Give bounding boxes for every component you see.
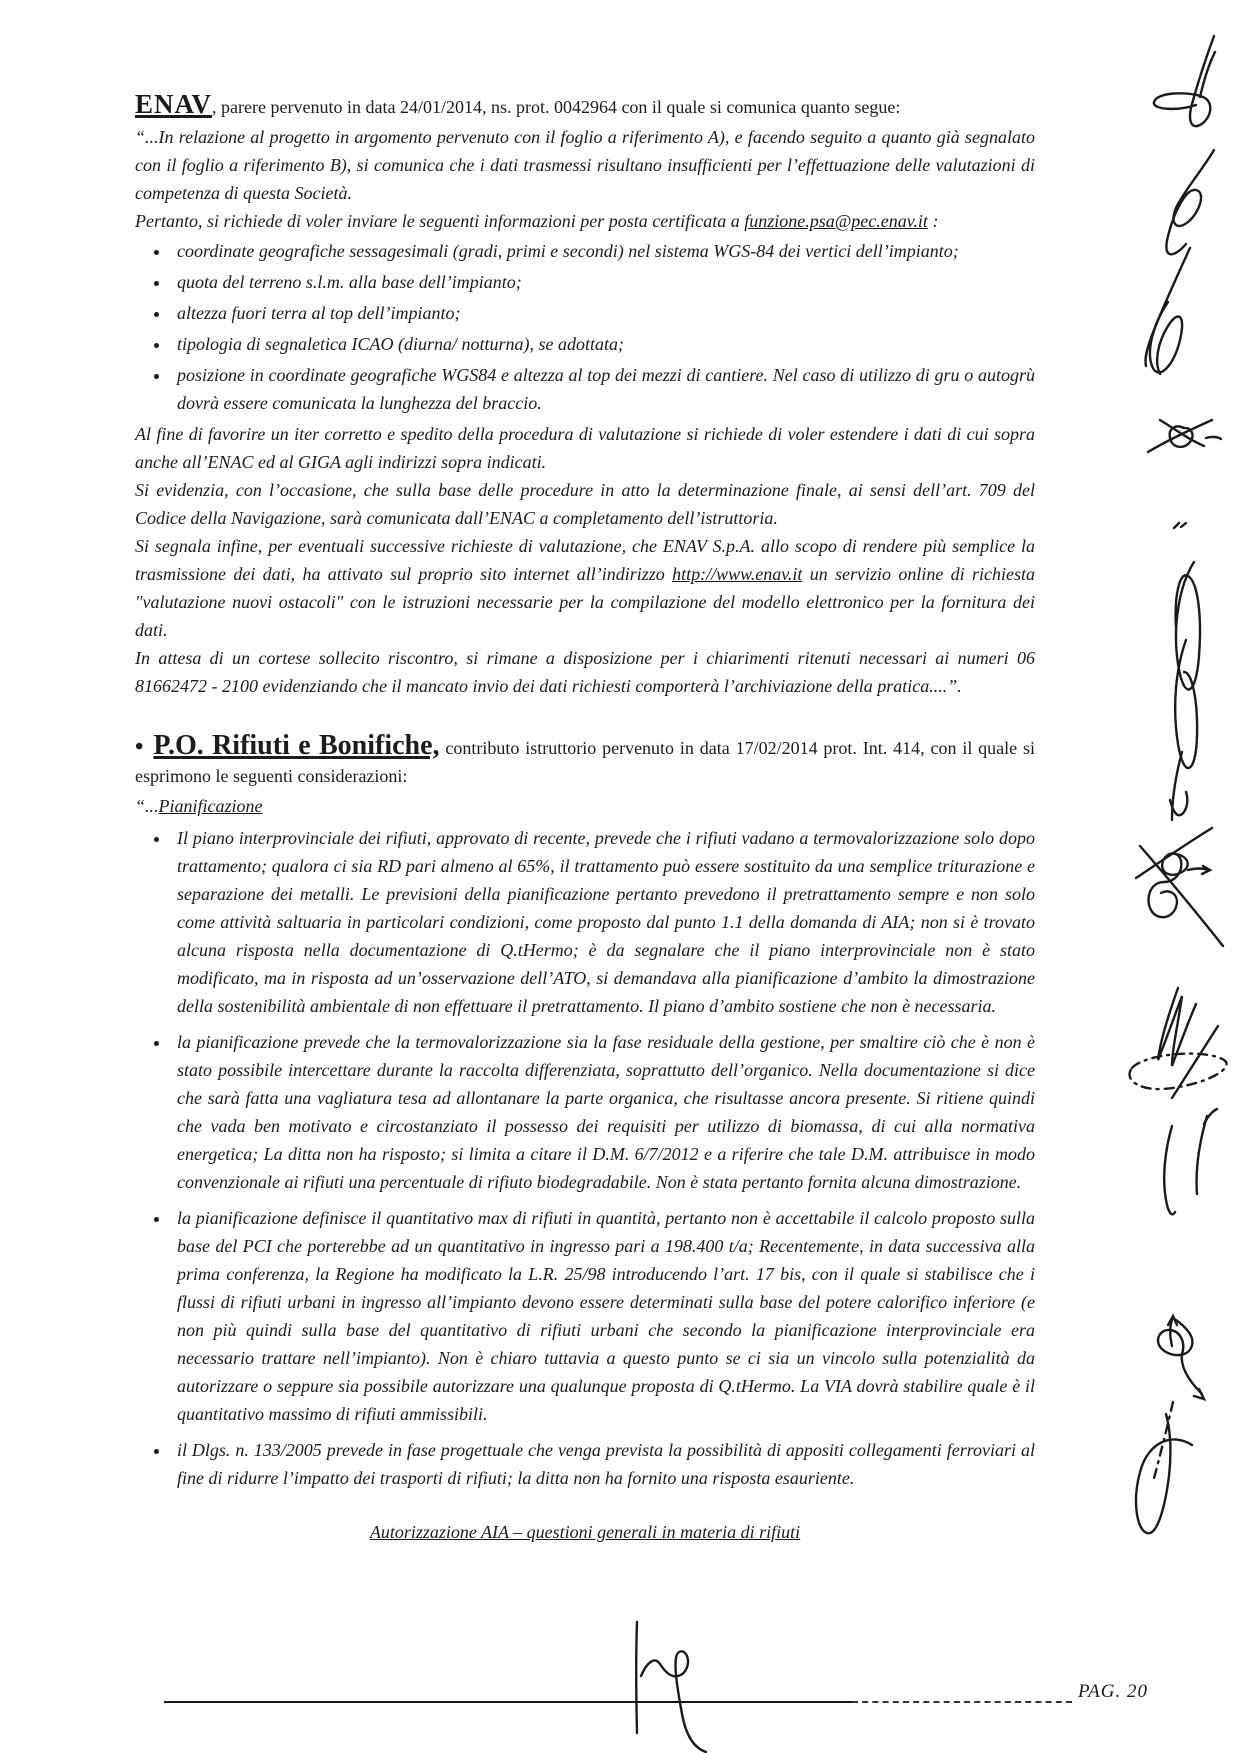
pertanto-text: Pertanto, si richiede di voler inviare le seguenti informazioni per posta certificata a [135, 211, 745, 231]
segnala-text-rest: un servizio online di richiesta "valutazione nuovi ostacoli" con le istruzioni necessarie per la compilazione del modello elettronico per la fornitura dei dati. [135, 564, 1035, 640]
po-section-title: P.O. Rifiuti e Bonifiche, [153, 730, 440, 761]
po-considerations-list [149, 824, 1035, 1492]
enav-attesa-paragraph: In attesa di un cortese sollecito riscontro, si rimane a disposizione per i chiarimenti ritenuti necessari ai numeri 06 81662472 - 2100 evidenziando che il mancato invio dei dati richiesti comporterà l’archiviazione della pratica....”. [135, 648, 1035, 696]
margin-tick-mark [1174, 523, 1186, 528]
segnala-text: Si segnala infine, per eventuali successive richieste di valutazione, che ENAV S.p.A. allo scopo di rendere più semplice la trasmissione dei dati, ha attivato sul proprio sito internet all’indirizzo [135, 536, 1035, 584]
list-item: • posizione in coordinate geografiche WGS84 e altezza al top dei mezzi di cantiere. Nel caso di utilizzo di gru o autogrù dovrà essere comunicata la lunghezza del braccio. [171, 361, 1035, 417]
list-item: • altezza fuori terra al top dell’impianto; [171, 299, 1035, 327]
list-item: • quota del terreno s.l.m. alla base dell’impianto; [171, 268, 1035, 296]
margin-scribble-x-loop [1148, 420, 1221, 452]
pianificazione-heading [135, 792, 1035, 820]
margin-scribble-zigzag-oval [1130, 988, 1227, 1098]
enav-section-intro [135, 90, 1035, 121]
enav-alfine-paragraph: Al fine di favorire un iter corretto e spedito della procedura di valutazione si richiede di voler estendere i dati di cui sopra anche all’ENAC ed al GIGA agli indirizzi sopra indicati. [135, 424, 1035, 472]
list-item: • il Dlgs. n. 133/2005 prevede in fase progettuale che venga prevista la possibilità di appositi collegamenti ferroviari al fine di ridurre l’impatto dei trasporti di rifiuti; la ditta non ha fornito una risposta esauriente. [171, 1436, 1035, 1492]
margin-scribble-eight-cross [1136, 828, 1223, 946]
po-section-intro [135, 732, 1035, 790]
list-item: • Il piano interprovinciale dei rifiuti, approvato di recente, prevede che i rifiuti vadano a termovalorizzazione solo dopo trattamento; qualora ci sia RD pari almeno al 65%, il trattamento può essere sostituito da una semplice triturazione e separazione dei metalli. Le previsioni della pianificazione pertanto prevedono il pretrattamento sempre e non solo come attività saltuaria in particolari condizioni, come proposto dal punto 1.1 della domanda di AIA; non si è trovato alcuna risposta nella documentazione di Q.tHermo; è da segnalare che il piano interprovinciale non è stato modificato, ma in risposta ad un’osservazione dell’ATO, si demandava alla pianificazione d’ambito la dimostrazione della sostenibilità ambientale di non effettuare il pretrattamento. Il piano d’ambito sostiene che non è necessaria. [171, 824, 1035, 1020]
enav-section-title: ENAV [135, 89, 213, 119]
bottom-signature-mark [636, 1622, 706, 1752]
list-item: • tipologia di segnaletica ICAO (diurna/ notturna), se adottata; [171, 330, 1035, 358]
document-body [135, 90, 1035, 1546]
enav-website-url: http://www.enav.it [672, 564, 803, 584]
pertanto-colon: : [927, 211, 939, 231]
enav-evidenzia-paragraph: Si evidenzia, con l’occasione, che sulla base delle procedure in atto la determinazione finale, ai sensi dell’art. 709 del Codice della Navigazione, sarà comunicata dall’ENAC a completamento dell’istruttoria. [135, 480, 1035, 528]
margin-scribble-f-loop [1136, 1402, 1192, 1533]
footer-rule-solid [164, 1701, 852, 1703]
margin-scribble-cursive [1145, 150, 1214, 374]
section-bullet-glyph: • [135, 734, 144, 760]
margin-scribble-top-knot [1154, 36, 1215, 126]
page-number-label: PAG. 20 [1078, 1681, 1148, 1702]
list-item: • la pianificazione definisce il quantitativo max di rifiuti in quantità, pertanto non è accettabile il calcolo proposto sulla base del PCI che porterebbe ad un quantitativo in ingresso pari a 198.400 t/a; Recentemente, in data successiva alla prima conferenza, la Regione ha modificato la L.R. 25/98 introducendo l’art. 17 bis, con il quale si stabilisce che i flussi di rifiuti urbani in ingresso all’impianto devono essere determinati sulla base del potere calorifico inferiore (e non più quindi sulla base del quantitativo di rifiuti urbani che secondo la pianificazione interprovinciale era necessario trattare nell’impianto). Non è chiaro tuttavia a questo punto se ci sia un vincolo sulla potenzialità da autorizzare o seppure sia possibile autorizzare una qualunque proposta di Q.tHermo. La VIA dovrà stabilire quale è il quantitativo massimo di rifiuti ammissibili. [171, 1204, 1035, 1428]
closing-heading: Autorizzazione AIA – questioni generali in materia di rifiuti [369, 1522, 801, 1542]
enav-requirements-list [149, 237, 1035, 417]
margin-scribble-vertical-loops [1170, 562, 1200, 820]
pec-email-address: funzione.psa@pec.enav.it [744, 211, 928, 231]
enav-pertanto-paragraph [135, 207, 1035, 235]
list-item: • la pianificazione prevede che la termovalorizzazione sia la fase residuale della gestione, per smaltire ciò che è non è stato possibile intercettare durante la raccolta differenziata, soprattutto dell’organico. Nella documentazione si dice che sarà fatta una vagliatura tesa ad allontanare la parte organica, che risultasse ancora presente. Si ritiene quindi che vada ben motivato e circostanziato il possesso dei requisiti per utilizzo di biomassa, di cui alla normativa energetica; La ditta non ha risposto; si limita a citare il D.M. 6/7/2012 e a riferire che tale D.M. attribuisce in modo convenzionale ai rifiuti una percentuale di rifiuto biodegradabile. Non è stata pertanto fornita alcuna dimostrazione. [171, 1028, 1035, 1196]
list-item: • coordinate geografiche sessagesimali (gradi, primi e secondi) nel sistema WGS-84 dei vertici dell’impianto; [171, 237, 1035, 265]
enav-intro-text: , parere pervenuto in data 24/01/2014, ns. prot. 0042964 con il quale si comunica quanto segue: [212, 97, 901, 117]
pianificazione-label: Pianificazione [158, 796, 263, 816]
margin-scribble-loop-arrow [1158, 1316, 1204, 1399]
section-spacer [135, 700, 1035, 732]
po-intro-text: contributo istruttorio pervenuto in data 17/02/2014 prot. Int. 414, con il quale si esprimono le seguenti considerazioni: [135, 738, 1035, 786]
margin-scribble-paren-strokes [1164, 1109, 1217, 1214]
footer-rule-dashed [852, 1701, 1072, 1703]
quote-open-mark: “... [135, 796, 159, 816]
enav-quote-paragraph: “...In relazione al progetto in argomento pervenuto con il foglio a riferimento A), e facendo seguito a quanto già segnalato con il foglio a riferimento B), si comunica che i dati trasmessi risultano insufficienti per l’effettuazione delle valutazioni di competenza di questa Società. [135, 127, 1035, 203]
enav-segnala-paragraph [135, 532, 1035, 644]
